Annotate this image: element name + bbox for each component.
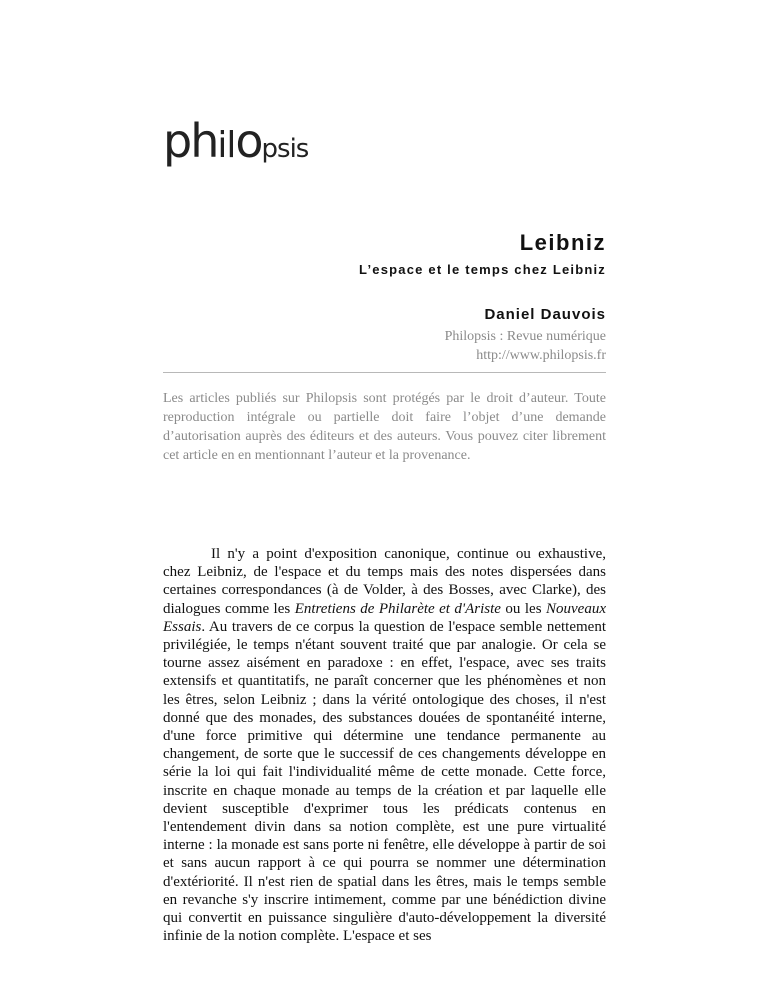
logo-part-2: il	[217, 125, 236, 166]
philopsis-logo	[163, 114, 309, 168]
journal-name: Philopsis : Revue numérique	[444, 329, 606, 344]
book-title-entretiens: Entretiens de Philarète et d'Ariste	[294, 600, 501, 617]
body-text-segment: . Au travers de ce corpus la question de l'espace semble nettement privilégiée, le temps n'étant souvent traité que par analogie. Or cela se tourne assez aisément en paradoxe : en effet, l'espace, avec ses traits extensifs et quantitatifs, ne paraît concerner que les phénomènes et non les êtres, selon Leibniz ; dans la vérité ontologique des choses, il n'est donné que des monades, des substances douées de spontanéité interne, d'une force primitive qui détermine une tendance permanente au changement, de sorte que le successif de ces changements développe en série la loi qui fait l'individualité même de cette monade. Cette force, inscrite en chaque monade au temps de la création et par laquelle elle devient susceptible d'exprimer tous les prédicats contenus en l'entendement divin dans sa notion complète, est une pure virtualité interne : la monade est sans porte ni fenêtre, elle développe à partir de soi et sans aucun rapport à ce qui pourra se nommer une détermination d'extériorité. Il n'est rien de spatial dans les êtres, mais le temps semble en revanche s'y inscrire intimement, comme par une bénédiction divine qui convertit en puissance singulière d'auto-développement la diversité infinie de la notion complète. L'espace et ses	[163, 618, 606, 945]
logo-part-3: o	[235, 114, 262, 168]
header-divider	[163, 372, 606, 373]
book-title-nouveaux-essais: Nouveaux Essais	[163, 600, 606, 635]
document-subtitle: L’espace et le temps chez Leibniz	[359, 262, 606, 277]
body-paragraph	[163, 545, 606, 945]
copyright-notice: Les articles publiés sur Philopsis sont protégés par le droit d’auteur. Toute reproduction intégrale ou partielle doit faire l’objet d’une demande d’autorisation auprès des éditeurs et des auteurs. Vous pouvez citer librement cet article en en mentionnant l’auteur et la provenance.	[163, 391, 606, 463]
document-title: Leibniz	[519, 230, 606, 255]
body-text-segment: Il n'y a point d'exposition canonique, continue ou exhaustive, chez Leibniz, de l'espace et du temps mais des notes dispersées dans certaines correspondances (à de Volder, à des Bosses, avec Clarke), des dialogues comme les	[163, 546, 606, 617]
logo-part-4: psis	[261, 134, 309, 164]
journal-url[interactable]: http://www.philopsis.fr	[476, 348, 606, 363]
author-name: Daniel Dauvois	[484, 306, 606, 323]
logo-part-1: ph	[163, 114, 218, 168]
body-text-segment: ou les	[500, 600, 547, 617]
